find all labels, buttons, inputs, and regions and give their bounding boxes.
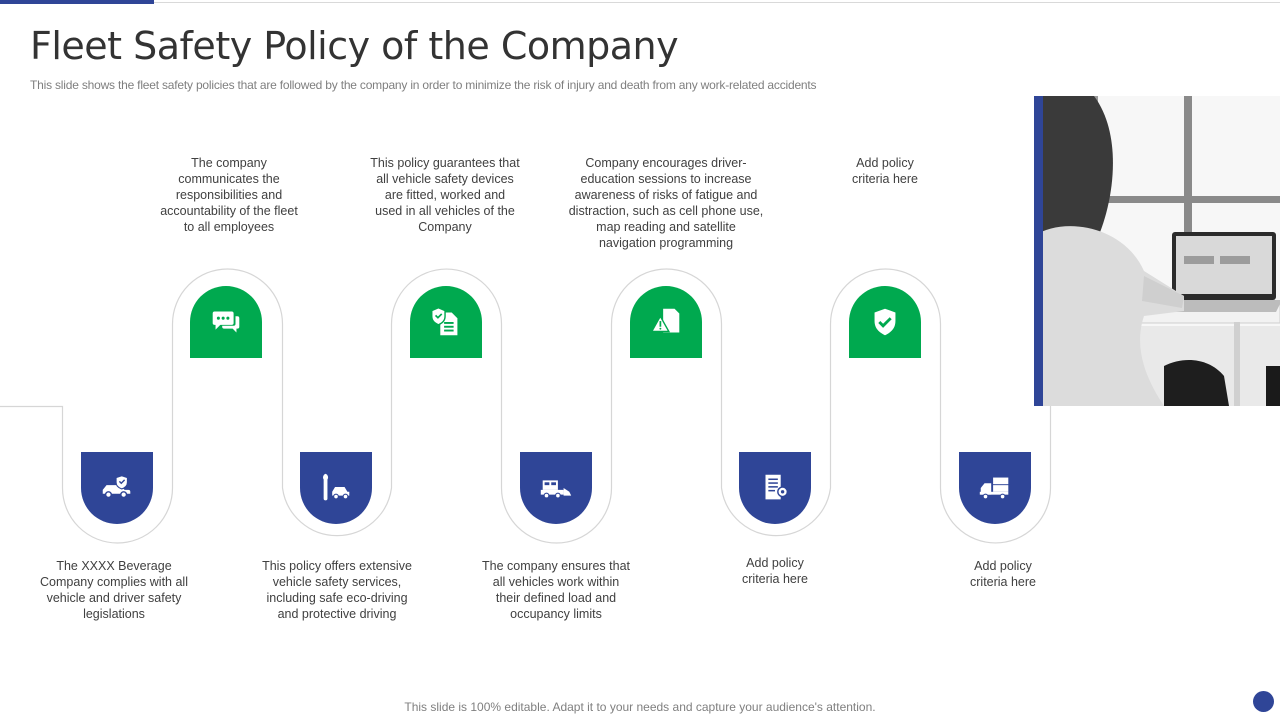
policy-icon-tile-7 [520,452,592,524]
page-title: Fleet Safety Policy of the Company [30,24,679,68]
policy-text-7: The company ensures that all vehicles work within their defined load and occupancy limits [482,559,630,621]
policy-icon-tile-5 [81,452,153,524]
loaded-truck-icon [537,469,575,507]
policy-text-4: Add policy criteria here [852,156,918,186]
policy-text-1: The company communicates the responsibilities and accountability of the fleet to all employees [160,156,298,234]
policy-icon-tile-9 [959,452,1031,524]
chat-bubbles-icon [207,303,245,341]
policy-text-2: This policy guarantees that all vehicle safety devices are fitted, worked and used in all vehicles of the Company [370,156,520,234]
shield-check-icon [866,303,904,341]
policy-text-5: The XXXX Beverage Company complies with all vehicle and driver safety legislations [40,559,188,621]
shield-document-icon [427,303,465,341]
warning-document-icon [647,303,685,341]
policy-icon-tile-2 [410,286,482,358]
policy-text-8: Add policy criteria here [742,556,808,586]
wrench-car-icon [317,469,355,507]
photo-illustration [1034,96,1280,406]
policy-text-9: Add policy criteria here [970,559,1036,589]
woman-at-laptop-photo [1034,96,1280,406]
photo-accent-bar [1034,96,1043,406]
policy-icon-tile-1 [190,286,262,358]
delivery-truck-icon [976,469,1014,507]
policy-icon-tile-3 [630,286,702,358]
policy-icon-tile-8 [739,452,811,524]
policy-text-3: Company encourages driver-education sessions to increase awareness of risks of fatigue and distraction, such as cell phone use, map reading and satellite navigation programming [568,156,764,250]
corner-dot [1253,691,1274,712]
document-gear-icon [756,469,794,507]
policy-text-6: This policy offers extensive vehicle safety services, including safe eco-driving and protective driving [262,559,412,621]
policy-icon-tile-4 [849,286,921,358]
footer-note: This slide is 100% editable. Adapt it to your needs and capture your audience's attention. [404,700,876,714]
car-shield-icon [98,469,136,507]
page-subtitle: This slide shows the fleet safety policies that are followed by the company in order to minimize the risk of injury and death from any work-related accidents [30,78,817,92]
policy-icon-tile-6 [300,452,372,524]
